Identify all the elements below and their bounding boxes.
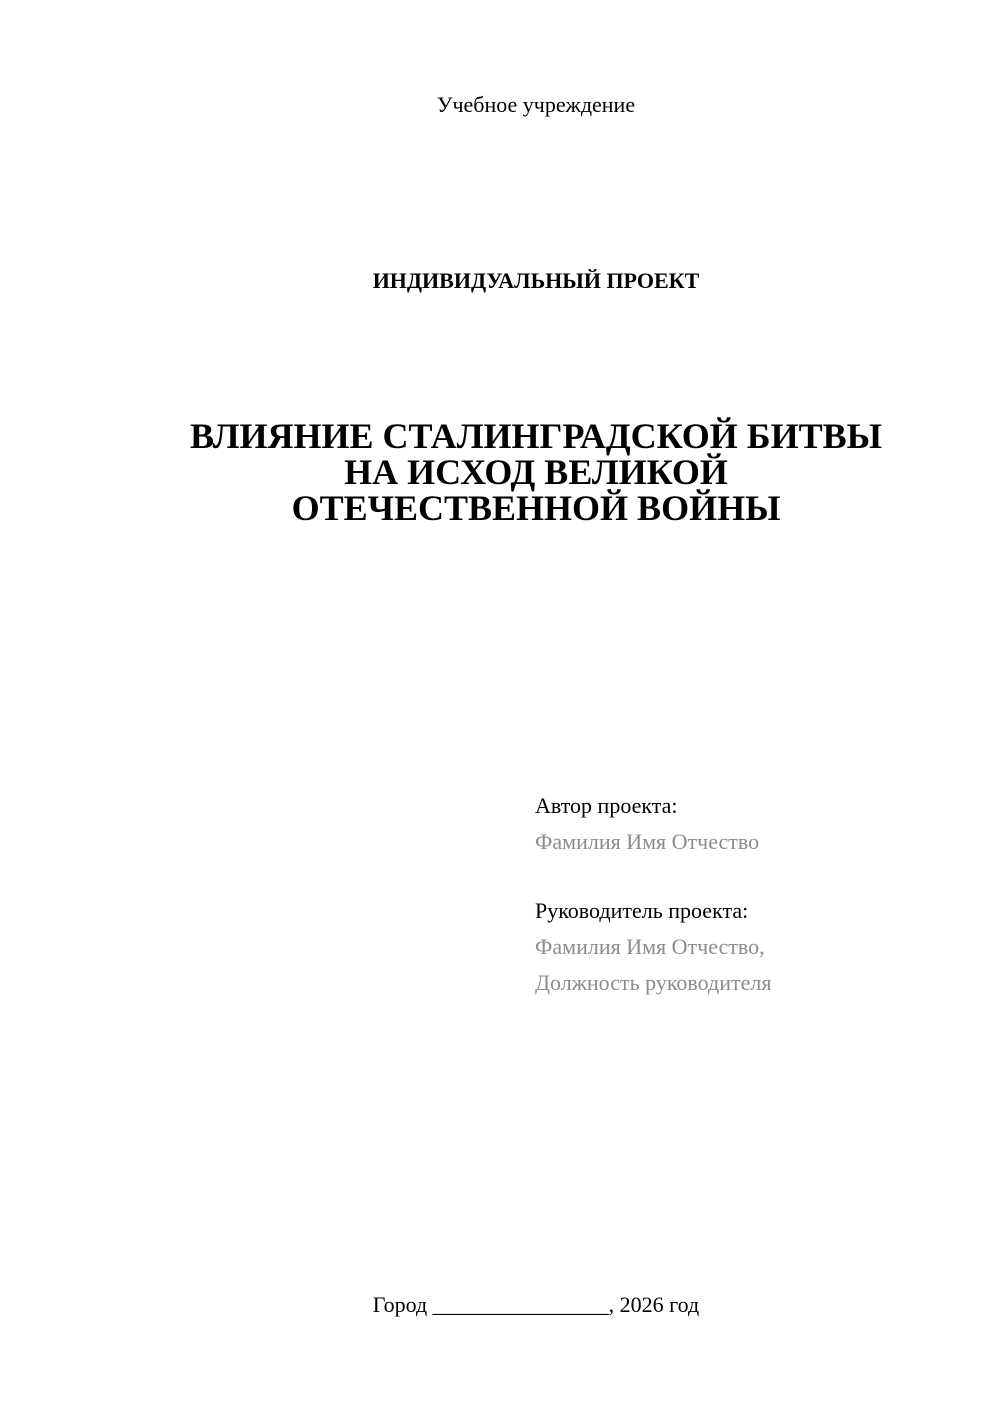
spacer: [535, 860, 975, 893]
author-name-placeholder: Фамилия Имя Отчество: [535, 829, 760, 854]
title-line: ВЛИЯНИЕ СТАЛИНГРАДСКОЙ БИТВЫ: [190, 416, 882, 456]
document-type: ИНДИВИДУАЛЬНЫЙ ПРОЕКТ: [372, 268, 700, 293]
supervisor-name-placeholder: Фамилия Имя Отчество,: [535, 934, 765, 959]
title-line: НА ИСХОД ВЕЛИКОЙ: [344, 452, 728, 492]
author-label: Автор проекта:: [535, 793, 678, 818]
project-title: [100, 418, 972, 526]
supervisor-label: Руководитель проекта:: [535, 898, 749, 923]
city-year-line: Город ________________, 2026 год: [372, 1292, 700, 1317]
project-credits: [535, 788, 975, 1001]
institution-name: Учебное учреждение: [436, 92, 636, 117]
title-line: ОТЕЧЕСТВЕННОЙ ВОЙНЫ: [291, 488, 781, 528]
supervisor-position-placeholder: Должность руководителя: [535, 970, 772, 995]
